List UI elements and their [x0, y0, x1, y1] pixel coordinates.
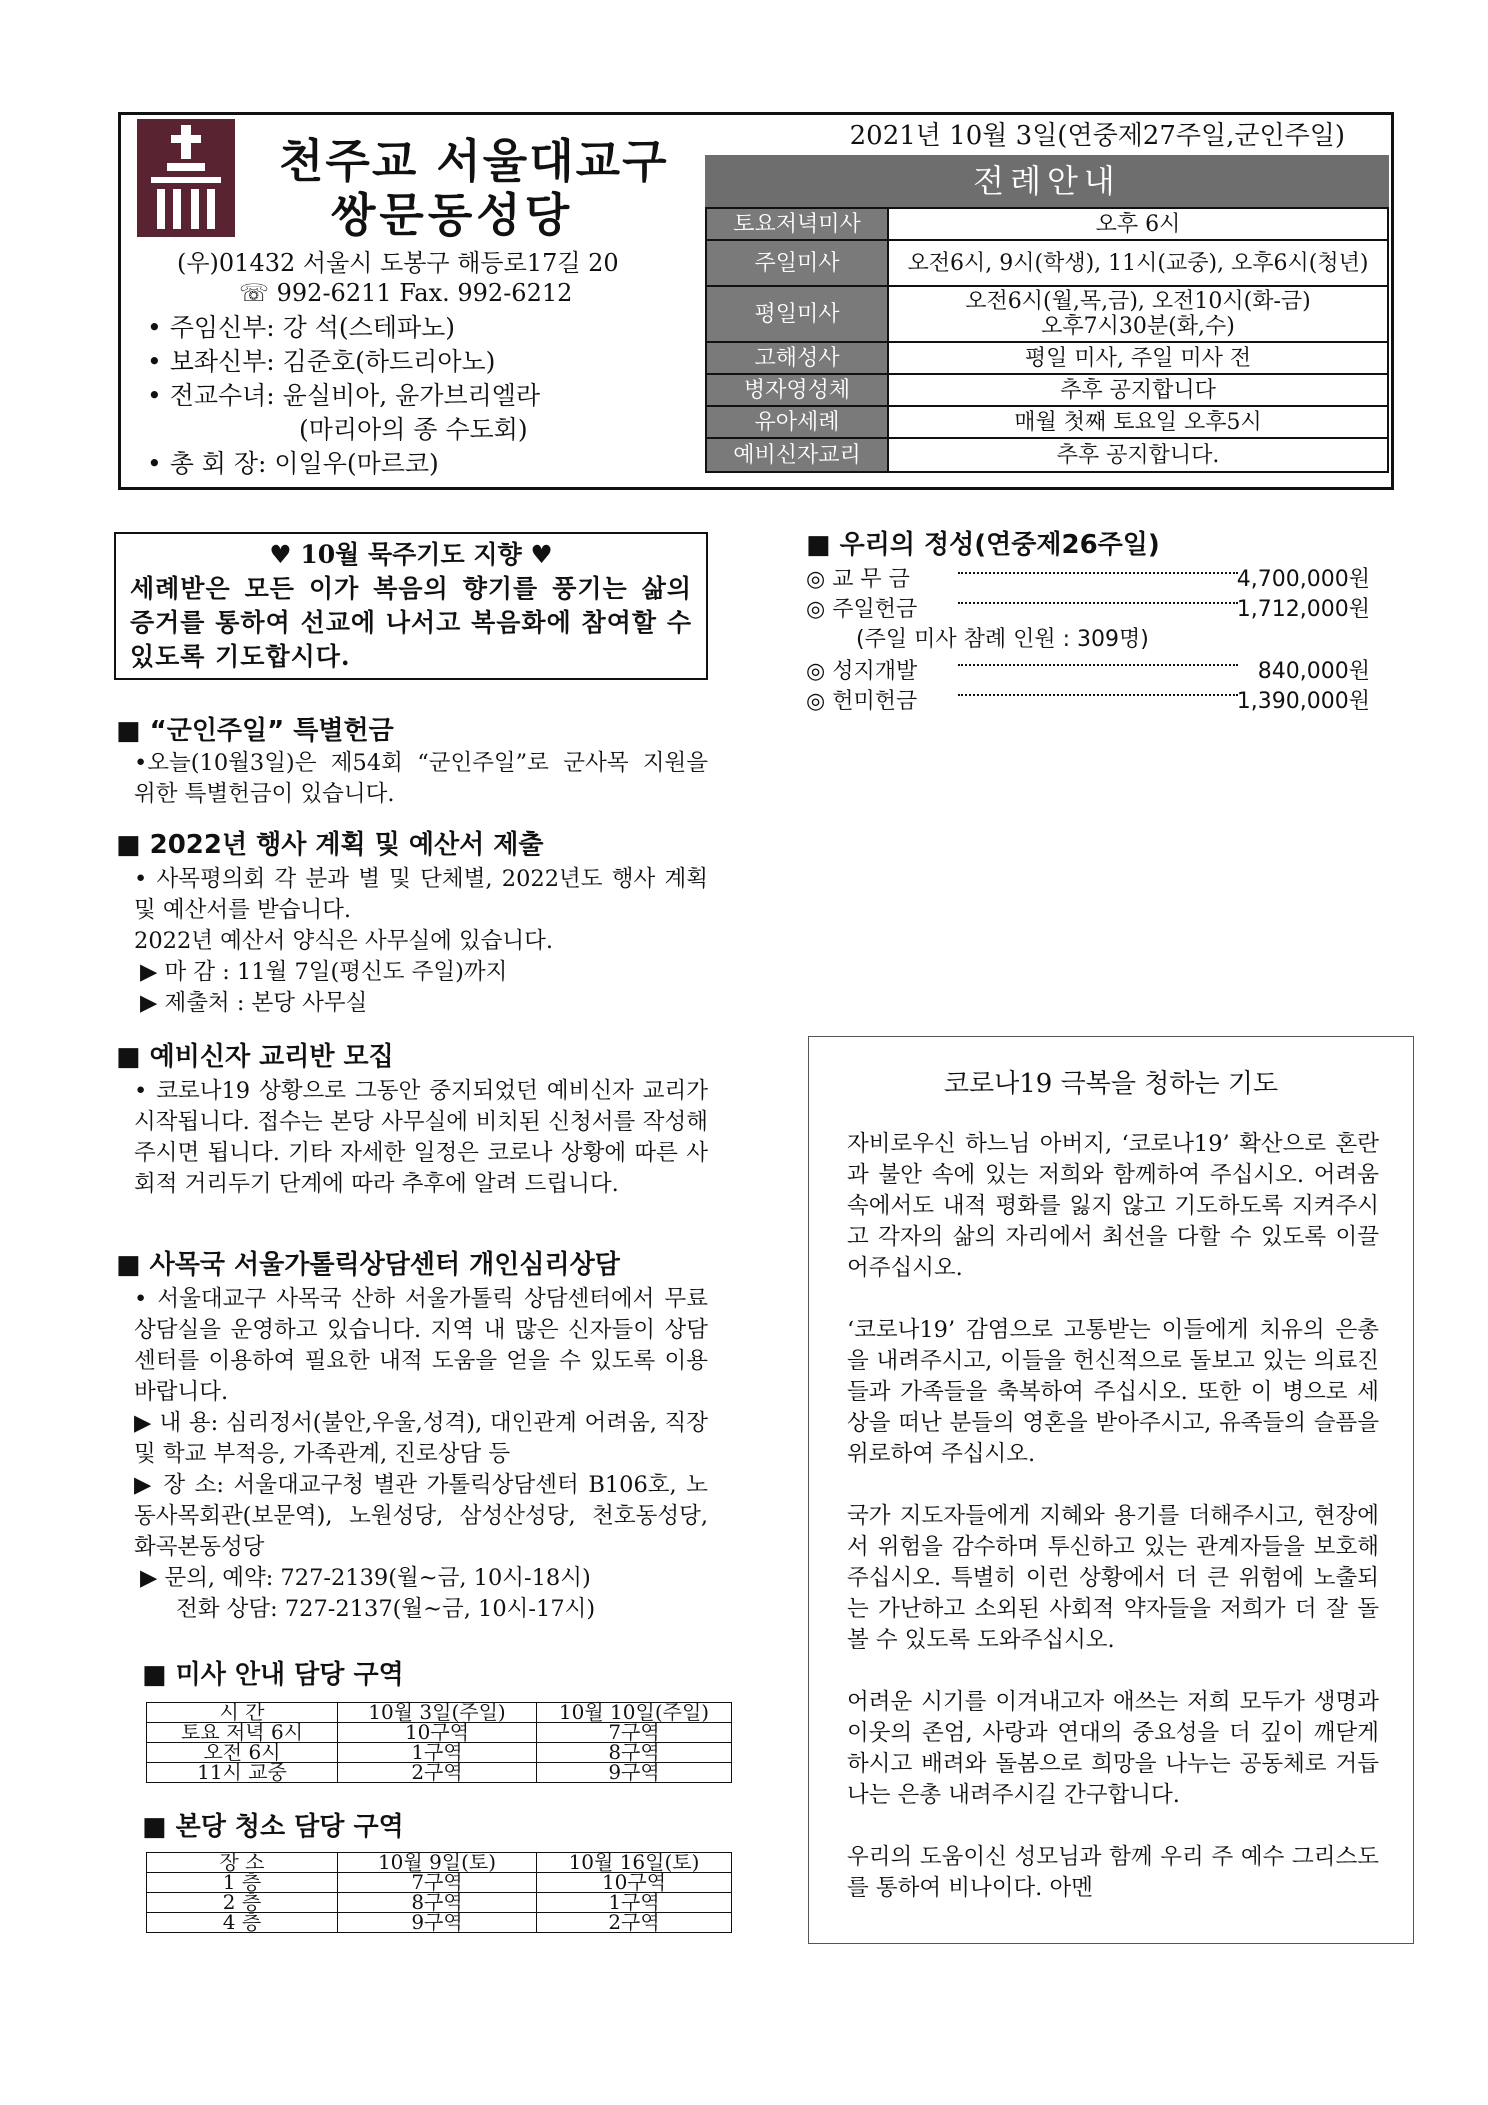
plan-submit-place: ▶ 제출처 : 본당 사무실	[140, 990, 368, 1016]
table-cell: 7구역	[338, 1873, 537, 1893]
liturgy-row	[706, 406, 1388, 438]
counsel-place: ▶ 장 소: 서울대교구청 별관 가톨릭상담센터 B106호, 노동사목회관(보문역), 노원성당, 삼성산성당, 천호동성당, 화곡본동성당	[134, 1472, 708, 1560]
cleaning-table	[146, 1852, 732, 1933]
table-header-cell: 시 간	[147, 1703, 338, 1723]
intention-body: 세례받은 모든 이가 복음의 향기를 풍기는 삶의 증거를 통하여 선교에 나서고 복음화에 참여할 수 있도록 기도합시다.	[130, 574, 692, 671]
plan-form-note: 2022년 예산서 양식은 사무실에 있습니다.	[134, 928, 554, 954]
table-row	[147, 1913, 732, 1933]
liturgy-title: 전례안내	[705, 155, 1389, 207]
liturgy-table	[705, 207, 1389, 473]
counsel-title: ■ 사목국 서울가톨릭상담센터 개인심리상담	[116, 1250, 620, 1280]
offering-row	[806, 592, 1370, 623]
liturgy-row	[706, 342, 1388, 374]
liturgy-label: 주일미사	[706, 240, 888, 286]
offering-amount: 1,712,000원	[1236, 597, 1370, 622]
table-header-cell: 10월 3일(주일)	[338, 1703, 537, 1723]
bulletin-header	[118, 112, 1394, 490]
liturgy-value: 오후 6시	[888, 208, 1388, 240]
table-cell: 11시 교중	[147, 1763, 338, 1783]
prayer-paragraph: ‘코로나19’ 감염으로 고통받는 이들에게 치유의 은총을 내려주시고, 이들을 헌신적으로 돌보고 있는 의료진들과 가족들을 축복하여 주십시오. 또한 이 병으로 세상을 떠난 분들의 영혼을 받아주시고, 유족들의 슬픔을 위로하여 주십시오.	[847, 1317, 1379, 1467]
church-name-line2: 쌍문동성당	[331, 188, 574, 242]
liturgy-value: 오전6시, 9시(학생), 11시(교중), 오후6시(청년)	[888, 240, 1388, 286]
covid-prayer-box	[808, 1036, 1414, 1944]
table-cell: 4 층	[147, 1913, 338, 1933]
prayer-paragraph: 어려운 시기를 이겨내고자 애쓰는 저희 모두가 생명과 이웃의 존엄, 사랑과 연대의 중요성을 더 깊이 깨닫게 하시고 배려와 돌봄으로 희망을 나누는 공동체로 거듭나는 은총 내려주시길 간구합니다.	[847, 1689, 1379, 1808]
military-sunday-body: •오늘(10월3일)은 제54회 “군인주일”로 군사목 지원을 위한 특별헌금이 있습니다.	[134, 750, 708, 807]
church-address: (우)01432 서울시 도봉구 해등로17길 20	[177, 249, 619, 277]
table-cell: 10구역	[537, 1873, 732, 1893]
prayer-paragraph: 국가 지도자들에게 지혜와 용기를 더해주시고, 현장에서 위험을 감수하며 투신하고 있는 관계자들을 보호해주십시오. 특별히 이런 상황에서 더 큰 위험에 노출되는 가난하고 소외된 사회적 약자들을 저희가 더 잘 돌볼 수 있도록 도와주십시오.	[847, 1503, 1379, 1653]
prayer-paragraph: 우리의 도움이신 성모님과 함께 우리 주 예수 그리스도를 통하여 비나이다. 아멘	[847, 1844, 1379, 1901]
liturgy-row	[706, 286, 1388, 342]
liturgy-value: 추후 공지합니다.	[888, 438, 1388, 472]
catechumen-body: • 코로나19 상황으로 그동안 중지되었던 예비신자 교리가 시작됩니다. 접수는 본당 사무실에 비치된 신청서를 작성해 주시면 됩니다. 기타 자세한 일정은 코로나 상황에 따른 사회적 거리두기 단계에 따라 추후에 알려 드립니다.	[134, 1078, 708, 1197]
offering-amount: 4,700,000원	[1236, 567, 1370, 592]
counsel-contact: ▶ 문의, 예약: 727-2139(월~금, 10시-18시)	[140, 1565, 591, 1591]
catechumen-title: ■ 예비신자 교리반 모집	[116, 1042, 394, 1072]
liturgy-row	[706, 208, 1388, 240]
table-row	[147, 1763, 732, 1783]
dotted-leader	[958, 572, 1238, 574]
mass-guide-title: ■ 미사 안내 담당 구역	[142, 1660, 404, 1690]
table-cell: 9구역	[537, 1763, 732, 1783]
table-cell: 1 층	[147, 1873, 338, 1893]
liturgy-label: 예비신자교리	[706, 438, 888, 472]
liturgy-row	[706, 374, 1388, 406]
table-cell: 1구역	[537, 1893, 732, 1913]
plan-deadline: ▶ 마 감 : 11월 7일(평신도 주일)까지	[140, 959, 508, 985]
liturgy-label: 토요저녁미사	[706, 208, 888, 240]
liturgy-row	[706, 438, 1388, 472]
weekday-mass-line2: 오후7시30분(화,수)	[1041, 314, 1235, 339]
weekday-mass-line1: 오전6시(월,목,금), 오전10시(화-금)	[965, 289, 1311, 314]
church-logo	[137, 119, 235, 237]
offering-row	[806, 562, 1370, 593]
table-cell: 8구역	[537, 1743, 732, 1763]
liturgy-label: 고해성사	[706, 342, 888, 374]
church-phone: ☏ 992-6211 Fax. 992-6212	[239, 279, 573, 307]
table-cell: 7구역	[537, 1723, 732, 1743]
counsel-content: ▶ 내 용: 심리정서(불안,우울,성격), 대인관계 어려움, 직장 및 학교 부적응, 가족관계, 진로상담 등	[134, 1410, 708, 1467]
cross-tower-icon	[137, 119, 235, 237]
rosary-intention-box	[114, 532, 708, 680]
dotted-leader	[958, 694, 1238, 696]
table-cell: 9구역	[338, 1913, 537, 1933]
offering-label: ◎ 교 무 금	[806, 567, 910, 592]
table-cell: 8구역	[338, 1893, 537, 1913]
covid-prayer-title: 코로나19 극복을 청하는 기도	[943, 1069, 1279, 1099]
counsel-body: • 서울대교구 사목국 산하 서울가톨릭 상담센터에서 무료상담실을 운영하고 있습니다. 지역 내 많은 신자들이 상담센터를 이용하여 필요한 내적 도움을 얻을 수 있도록 이용 바랍니다.	[134, 1286, 708, 1405]
staff-sisters: • 전교수녀: 윤실비아, 윤가브리엘라	[147, 381, 541, 410]
table-cell: 1구역	[338, 1743, 537, 1763]
bulletin-date: 2021년 10월 3일(연중제27주일,군인주일)	[849, 121, 1345, 151]
counsel-phone: 전화 상담: 727-2137(월~금, 10시-17시)	[176, 1596, 596, 1622]
offering-amount: 1,390,000원	[1236, 689, 1370, 714]
covid-prayer-body	[847, 1129, 1379, 1935]
church-name-line1: 천주교 서울대교구	[279, 134, 669, 188]
offering-label: ◎ 성지개발	[806, 659, 918, 684]
staff-pastor: • 주임신부: 강 석(스테파노)	[147, 313, 456, 342]
table-cell: 10구역	[338, 1723, 537, 1743]
table-cell: 2구역	[537, 1913, 732, 1933]
offering-label: ◎ 헌미헌금	[806, 689, 918, 714]
staff-president: • 총 회 장: 이일우(마르코)	[147, 449, 439, 478]
offering-amount: 840,000원	[1257, 659, 1370, 684]
table-header-cell: 장 소	[147, 1853, 338, 1873]
military-sunday-title: ■ “군인주일” 특별헌금	[116, 716, 394, 746]
table-cell: 오전 6시	[147, 1743, 338, 1763]
offering-row	[806, 654, 1370, 685]
offering-title: ■ 우리의 정성(연중제26주일)	[806, 530, 1160, 560]
staff-assistant: • 보좌신부: 김준호(하드리아노)	[147, 347, 496, 376]
plan-body: • 사목평의회 각 분과 별 및 단체별, 2022년도 행사 계획 및 예산서를 받습니다.	[134, 866, 708, 923]
liturgy-label: 유아세례	[706, 406, 888, 438]
mass-guide-table	[146, 1702, 732, 1783]
plan-title: ■ 2022년 행사 계획 및 예산서 제출	[116, 830, 544, 860]
offering-label: ◎ 주일헌금	[806, 597, 918, 622]
table-header-cell: 10월 9일(토)	[338, 1853, 537, 1873]
table-cell: 2 층	[147, 1893, 338, 1913]
liturgy-row	[706, 240, 1388, 286]
liturgy-value	[888, 286, 1388, 342]
table-cell: 토요 저녁 6시	[147, 1723, 338, 1743]
liturgy-value: 평일 미사, 주일 미사 전	[888, 342, 1388, 374]
dotted-leader	[958, 602, 1238, 604]
liturgy-value: 추후 공지합니다	[888, 374, 1388, 406]
table-header-cell: 10월 10일(주일)	[537, 1703, 732, 1723]
table-header-cell: 10월 16일(토)	[537, 1853, 732, 1873]
staff-sisters-order: (마리아의 종 수도회)	[299, 415, 528, 444]
prayer-paragraph: 자비로우신 하느님 아버지, ‘코로나19’ 확산으로 혼란과 불안 속에 있는 저희와 함께하여 주십시오. 어려움 속에서도 내적 평화를 잃지 않고 기도하도록 지켜주시고 각자의 삶의 자리에서 최선을 다할 수 있도록 이끌어주십시오.	[847, 1131, 1379, 1281]
liturgy-label: 평일미사	[706, 286, 888, 342]
offering-row	[806, 684, 1370, 715]
intention-title: ♥ 10월 묵주기도 지향 ♥	[269, 540, 553, 569]
liturgy-label: 병자영성체	[706, 374, 888, 406]
dotted-leader	[958, 664, 1238, 666]
cleaning-title: ■ 본당 청소 담당 구역	[142, 1812, 404, 1842]
table-cell: 2구역	[338, 1763, 537, 1783]
attendance-note: (주일 미사 참례 인원 : 309명)	[856, 627, 1149, 652]
liturgy-value: 매월 첫째 토요일 오후5시	[888, 406, 1388, 438]
